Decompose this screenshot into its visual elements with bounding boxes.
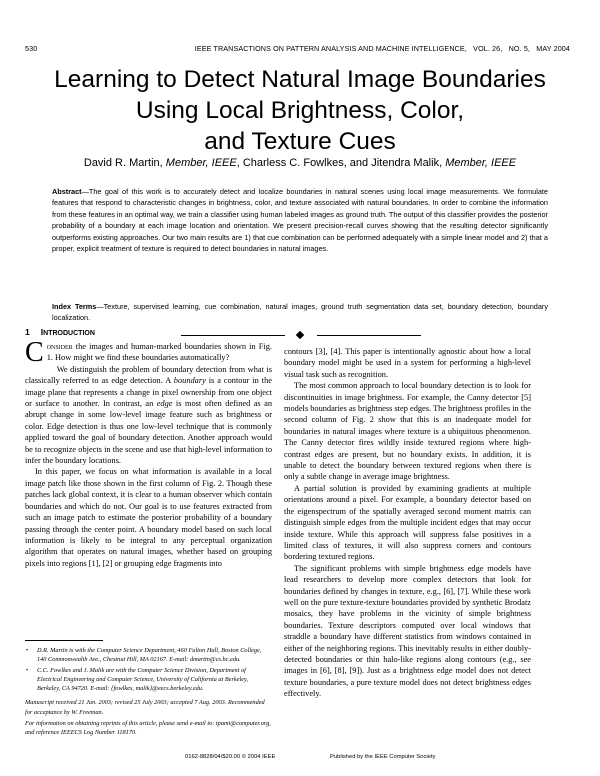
paragraph-text: the images and human-marked boundaries shown in Fig. 1. How might we find these boundaries automatically? xyxy=(46,342,272,363)
copyright-code: 0162-8828/04/$20.00 © 2004 IEEE xyxy=(185,754,276,760)
journal-header: IEEE TRANSACTIONS ON PATTERN ANALYSIS AND MACHINE INTELLIGENCE, VOL. 26, NO. 5, MAY 2004 xyxy=(194,44,570,53)
title-line-1: Learning to Detect Natural Image Boundaries xyxy=(54,66,546,93)
title-line-3: and Texture Cues xyxy=(204,128,396,155)
section-title-rest: NTRODUCTION xyxy=(43,330,95,337)
bullet-icon: • xyxy=(26,667,29,675)
footnote-text: D.R. Martin is with the Computer Science Department, 460 Fulton Hall, Boston College, 140 Commonwealth Ave., Chestnut Hill, MA 02167. E-mail: dmartin@cs.bc.edu. xyxy=(37,647,262,664)
paragraph-text: We distinguish the problem of boundary detection from what is classically referred to as edge detection. A xyxy=(25,364,272,386)
footnotes xyxy=(25,644,272,737)
section-number: 1 xyxy=(25,327,30,337)
lead-in: onsider xyxy=(46,342,73,351)
author-list xyxy=(30,157,570,169)
footnote-affiliation-1 xyxy=(25,646,272,664)
manuscript-info: Manuscript received 21 Jan. 2003; revised 25 July 2003; accepted 7 Aug. 2003. Recommended for acceptance by W. Freeman. xyxy=(25,699,265,716)
paragraph: contours [3], [4]. This paper is intentionally agnostic about how a local boundary model might be used in a system for performing a high-level visual task such as recognition. xyxy=(284,347,531,379)
footnote-affiliation-2 xyxy=(25,666,272,693)
abstract-label: Abstract xyxy=(52,187,82,196)
paragraph: The significant problems with simple brightness edge models have lead researchers to develop more complex detectors that look for boundaries defined by changes in texture, e.g., [6], [7]. While these work well on the pure texture-texture boundaries provided by synthetic Brodatz mosaics, they have problems in the vicinity of simple brightness boundaries. Texture descriptors computed over local windows that straddle a boundary have different statistics from windows contained in either of the neighboring regions. This inevitably results in either doubly-detected boundaries or thin halo-like regions along contours (e.g., see images in [6], [8], [9]). Just as a brightness edge model does not detect texture boundaries, a pure texture model does not detect brightness edges effectively. xyxy=(284,563,531,699)
paragraph: A partial solution is provided by examining gradients at multiple orientations around a pixel. For example, a boundary detector based on the eigenspectrum of the spatially averaged second moment matrix can distinguish simple edges from the multiple incident edges that may occur inside texture. While this approach will suppress false positives in a limited class of textures, it will also suppress corners and contours bordering textured regions. xyxy=(284,483,531,562)
emphasis: edge xyxy=(156,399,173,409)
page-number: 530 xyxy=(25,44,38,53)
index-terms-text: —Texture, supervised learning, cue combination, natural images, ground truth segmentation data set, boundary detection, boundary localization. xyxy=(52,302,548,323)
title-line-2: Using Local Brightness, Color, xyxy=(135,97,465,124)
separator-diamond-icon xyxy=(296,331,304,339)
left-column xyxy=(25,337,272,569)
index-terms xyxy=(52,301,548,324)
section-title-first: I xyxy=(40,327,44,337)
paragraph: In this paper, we focus on what information is available in a local image patch like those shown in the first column of Fig. 2. Though these patches lack global context, it is clear to a human observer which contain boundaries and which do not. Our goal is to use features extracted from such an image patch to estimate the posterior probability of a boundary passing through the center point. A boundary model based on such local information is likely to be integral to any perceptual organization algorithm that operates on natural images, whether based on grouping pixels into regions [1], [2] or grouping edge fragments into xyxy=(25,467,272,568)
index-terms-label: Index Terms xyxy=(52,302,97,311)
author-1: David R. Martin, xyxy=(83,157,166,169)
separator-line-right xyxy=(317,335,421,336)
bullet-icon: • xyxy=(26,647,29,654)
section-heading xyxy=(25,327,95,337)
footnote-rule xyxy=(25,640,103,641)
paragraph xyxy=(25,337,272,368)
abstract-separator xyxy=(181,331,421,339)
author-3-role: Member, IEEE xyxy=(445,157,517,169)
author-2-3: , Charless C. Fowlkes, and Jitendra Malik, xyxy=(236,157,446,169)
paragraph: The most common approach to local boundary detection is to look for discontinuities in image brightness. For example, the Canny detector [5] models boundaries as brightness step edges. The brightness profiles in the second column of Fig. 2 show that this is an inadequate model for boundaries in natural images where texture is a ubiquitous phenomenon. The Canny detector fires wildly inside textured regions where high-contrast edges are present, but no boundary exists. In addition, it is unable to detect the boundary between textured regions when there is only a subtle change in average image brightness. xyxy=(284,381,531,482)
separator-line-left xyxy=(181,335,285,336)
abstract xyxy=(52,186,548,254)
paragraph-text: is a contour in the image plane that represents a change in pixel ownership from one object or surface to another. In contrast, an xyxy=(25,376,272,409)
author-1-role: Member, IEEE xyxy=(165,157,237,169)
abstract-text: —The goal of this work is to accurately detect and localize boundaries in natural scenes using local image measurements. We formulate features that respond to characteristic changes in brightness, color, and texture associated with natural boundaries. In order to combine the information from these features in an optimal way, we train a classifier using human labeled images as ground truth. The output of this classifier provides the posterior probability of a boundary at each image location and orientation. We present precision-recall curves showing that the resulting detector significantly outperforms existing approaches. Our two main results are 1) that cue combination can be performed adequately with a simple linear model and 2) that a proper, explicit treatment of texture is required to detect boundaries in natural images. xyxy=(52,187,548,254)
right-column xyxy=(284,346,531,700)
paper-title xyxy=(30,64,570,157)
paragraph xyxy=(25,364,272,467)
reprint-info: For information on obtaining reprints of this article, please send e-mail to: tpami@computer.org, and reference IEEECS Log Number 118170. xyxy=(25,719,271,736)
publisher-line: Published by the IEEE Computer Society xyxy=(330,754,436,760)
drop-cap: C xyxy=(25,337,44,368)
paragraph-text: is most often defined as an abrupt change in some low-level image feature such as brightness or color. Edge detection is thus one low-level technique that is commonly applied toward the goal of boundary detection. Another approach would be to recognize objects in the scene and use that high-level information to infer the boundary locations. xyxy=(25,399,272,466)
emphasis: boundary xyxy=(173,376,206,386)
footnote-text: C.C. Fowlkes and J. Malik are with the Computer Science Division, Department of Electrical Engineering and Computer Science, University of California at Berkeley, Berkeley, CA 94720. E-mail: {fowlkes, malik}@eecs.berkeley.edu. xyxy=(37,667,249,693)
